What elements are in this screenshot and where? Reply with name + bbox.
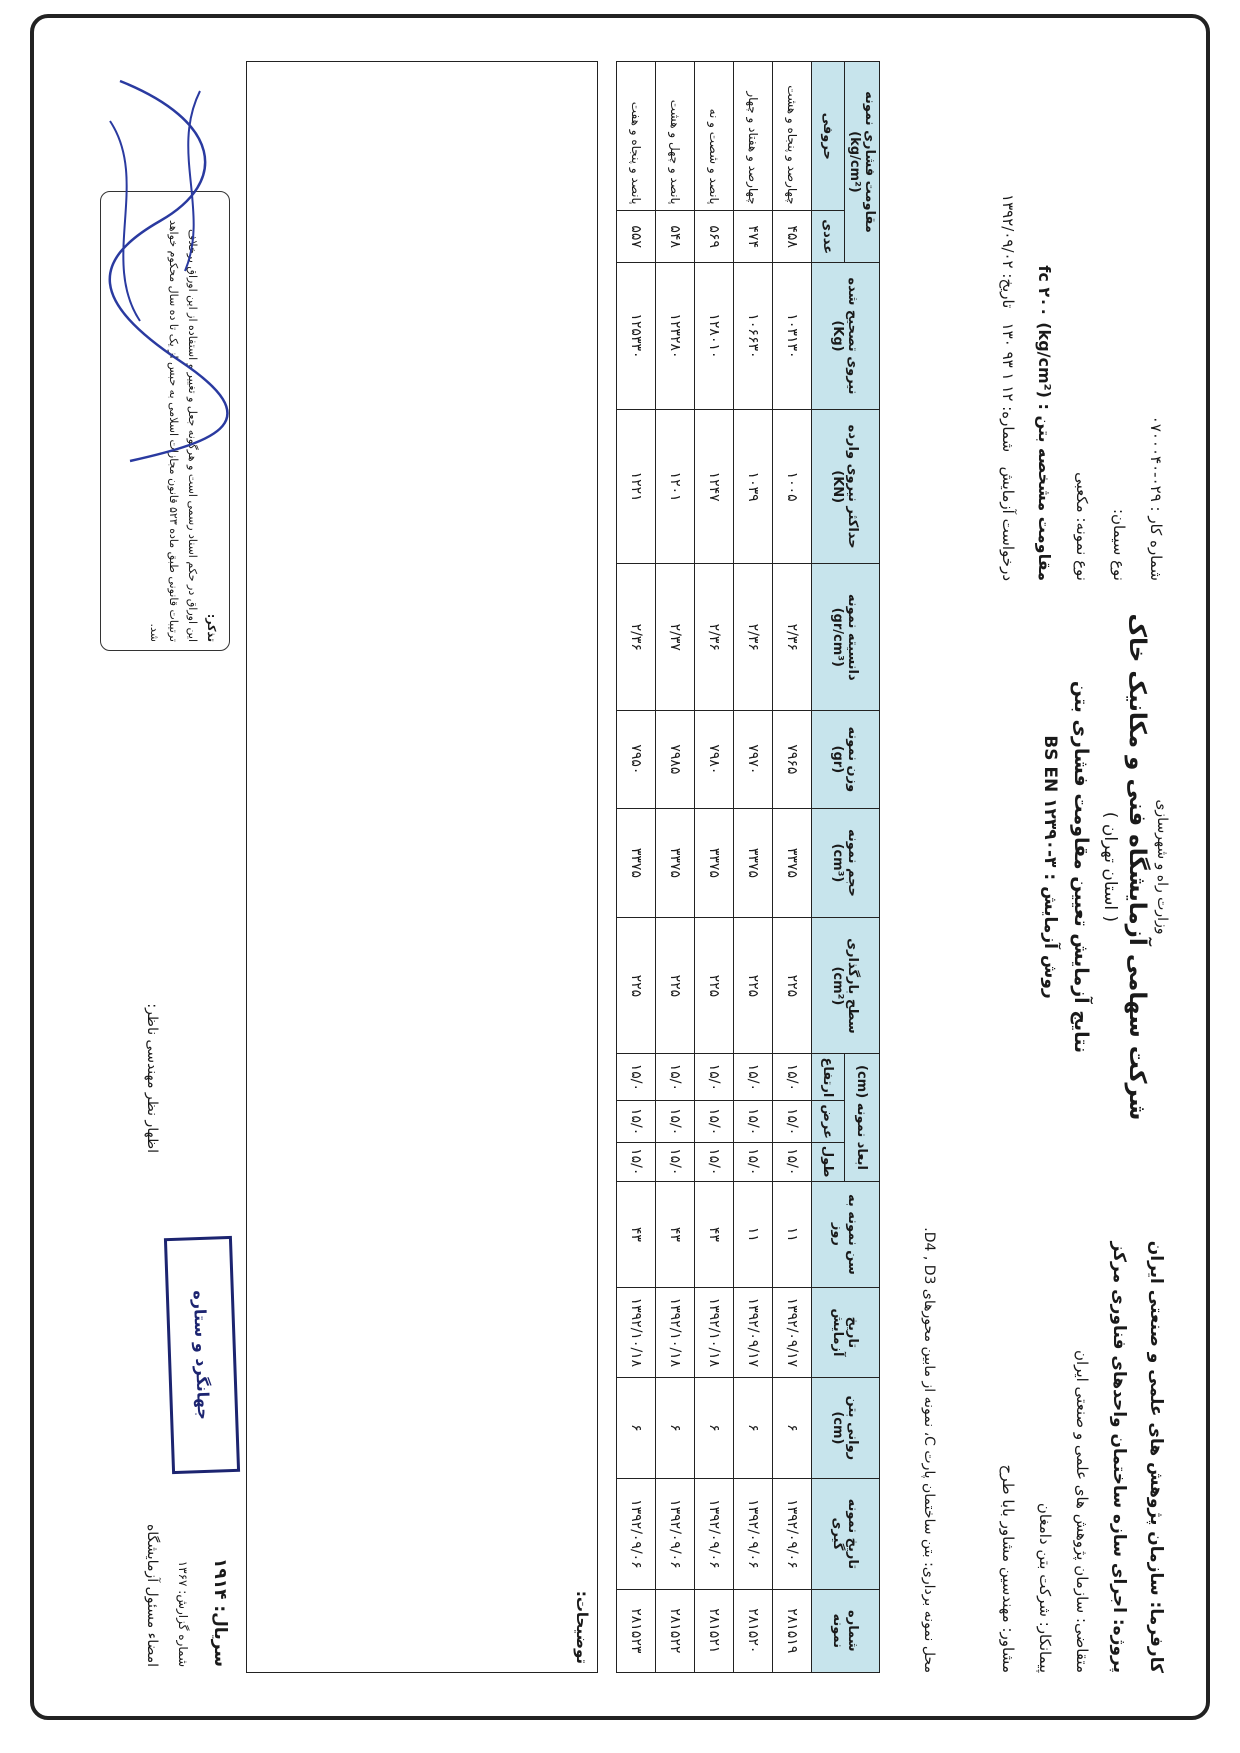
table-cell: ۶ bbox=[695, 1377, 734, 1479]
table-cell: ۱۱ bbox=[773, 1181, 812, 1288]
th-max-force: حداکثر نیروی وارده (KN) bbox=[812, 410, 880, 564]
th-density: دانسیته نمونه (gr/cm³) bbox=[812, 564, 880, 711]
table-cell: ۱۰۳۹ bbox=[734, 410, 773, 564]
table-cell: ۷۹۵۰ bbox=[617, 711, 656, 808]
table-cell: ۷۹۷۰ bbox=[734, 711, 773, 808]
th-height: ارتفاع bbox=[812, 1054, 845, 1101]
job-number: شماره کار : ۰۲۹-۰۷۰۰۰۴۰ bbox=[1147, 415, 1165, 581]
th-dimensions: ابعاد نمونه (cm) bbox=[845, 1054, 880, 1181]
table-row bbox=[617, 62, 656, 1673]
table-cell: ۲۸۱۵۲۰ bbox=[734, 1589, 773, 1672]
sampling-place: محل نمونه برداری: بتن ساختمان پارت C، نمونه از مابین محورهای D4 , D3. bbox=[921, 1227, 937, 1673]
table-cell: ۱۵/۰ bbox=[656, 1054, 695, 1101]
lab-signature-label: امضاء مسئول آزمایشگاه bbox=[144, 1523, 160, 1667]
table-body bbox=[617, 62, 812, 1673]
table-cell: ۱۰۰۵ bbox=[773, 410, 812, 564]
serial-number: سریال: ۱۹۱۴ bbox=[210, 1557, 230, 1667]
notes-box bbox=[246, 61, 598, 1673]
table-row bbox=[773, 62, 812, 1673]
request-date: ۱۳۹۲/۰۹/۰۲ bbox=[999, 194, 1017, 269]
th-sample-number: شماره نمونه bbox=[812, 1589, 880, 1672]
table-cell: ۴۳ bbox=[656, 1181, 695, 1288]
table-cell: ۱۵/۰ bbox=[773, 1054, 812, 1101]
table-cell: ۳۳۷۵ bbox=[773, 808, 812, 918]
request-number-label: شماره: bbox=[999, 406, 1017, 453]
table-cell: ۵۶۹ bbox=[695, 211, 734, 262]
th-length: طول bbox=[812, 1142, 845, 1181]
table-cell: ۷۹۶۵ bbox=[773, 711, 812, 808]
th-numeric: عددی bbox=[812, 211, 845, 262]
table-cell: ۱۳۹۲/۰۹/۰۶ bbox=[656, 1479, 695, 1589]
table-cell: ۶ bbox=[773, 1377, 812, 1479]
table-cell: ۱۲۸۰۱۰ bbox=[695, 262, 734, 409]
table-cell: ۲/۳۶ bbox=[617, 564, 656, 711]
request-label: درخواست آزمایش bbox=[999, 466, 1017, 581]
table-cell: ۷۹۸۵ bbox=[656, 711, 695, 808]
report-header bbox=[924, 47, 1174, 1687]
report-footer bbox=[70, 61, 240, 1673]
table-cell: ۱۳۹۲/۰۹/۰۶ bbox=[734, 1479, 773, 1589]
table-cell: ۲۲۵ bbox=[656, 918, 695, 1054]
table-cell: ۱۳۹۲/۰۹/۰۶ bbox=[617, 1479, 656, 1589]
table-cell: ۲/۳۶ bbox=[695, 564, 734, 711]
project-line: پروژه: اجرای سازه ساختمان واحدهای فناوری مرکز bbox=[1109, 1241, 1129, 1673]
table-cell: چهارصد و پنجاه و هشت bbox=[773, 62, 812, 211]
project-info bbox=[989, 1113, 1174, 1673]
th-weight: وزن نمونه (gr) bbox=[812, 711, 880, 808]
table-cell: ۲۸۱۵۲۳ bbox=[617, 1589, 656, 1672]
table-cell: ۴۵۸ bbox=[773, 211, 812, 262]
table-cell: ۱۳۹۲/۱۰/۱۸ bbox=[656, 1288, 695, 1377]
table-cell: ۱۲۰۱ bbox=[656, 410, 695, 564]
th-slump: روانی بتن (cm) bbox=[812, 1377, 880, 1479]
company-name: شرکت سهامی آزمایشگاه فنی و مکانیک خاک bbox=[1124, 613, 1150, 1121]
table-cell: ۱۳۹۲/۰۹/۱۷ bbox=[773, 1288, 812, 1377]
th-strength: مقاومت فشاری نمونه (kg/cm²) bbox=[845, 62, 880, 263]
employer-line: کارفرما: سازمان پژوهش های علمی و صنعتی ایران bbox=[1146, 1240, 1166, 1673]
table-cell: ۲/۳۷ bbox=[656, 564, 695, 711]
applicant-line: متقاضی: سازمان پژوهش های علمی و صنعتی ایران bbox=[1073, 1349, 1091, 1673]
table-cell: ۱۵/۰ bbox=[773, 1142, 812, 1181]
results-table bbox=[616, 61, 880, 1673]
table-cell: ۶ bbox=[656, 1377, 695, 1479]
table-cell: ۲۲۵ bbox=[695, 918, 734, 1054]
th-corrected-force: نیروی تصحیح شده (Kg) bbox=[812, 262, 880, 409]
cement-type: نوع سیمان: bbox=[1110, 508, 1128, 581]
table-cell: ۱۲۴۷ bbox=[695, 410, 734, 564]
th-area: سطح بارگذاری (cm²) bbox=[812, 918, 880, 1054]
table-cell: ۲/۳۶ bbox=[773, 564, 812, 711]
table-cell: ۲۲۵ bbox=[617, 918, 656, 1054]
table-cell: ۱۵/۰ bbox=[734, 1054, 773, 1101]
report-number: شماره گزارش: ۱۳۶۷ bbox=[176, 1560, 190, 1667]
table-cell: ۱۵/۰ bbox=[617, 1142, 656, 1181]
table-cell: ۴۳ bbox=[695, 1181, 734, 1288]
table-cell: ۱۲۲۱ bbox=[617, 410, 656, 564]
th-age: سن نمونه به روز bbox=[812, 1181, 880, 1288]
table-cell: ۳۳۷۵ bbox=[656, 808, 695, 918]
table-cell: ۲۸۱۵۲۲ bbox=[656, 1589, 695, 1672]
contractor-line: پیمانکار: شرکت بتن دامغان bbox=[1036, 1502, 1054, 1673]
table-cell: ۱۵/۰ bbox=[695, 1142, 734, 1181]
table-cell: ۱۳۹۲/۱۰/۱۸ bbox=[617, 1288, 656, 1377]
table-cell: ۳۳۷۵ bbox=[695, 808, 734, 918]
table-cell: ۱۵/۰ bbox=[656, 1142, 695, 1181]
table-cell: ۲۲۵ bbox=[734, 918, 773, 1054]
consultant-line: مشاور: مهندسین مشاور بابا طرح bbox=[999, 1464, 1017, 1673]
table-row bbox=[695, 62, 734, 1673]
table-cell: ۲۸۱۵۲۱ bbox=[695, 1589, 734, 1672]
table-cell: ۵۴۸ bbox=[656, 211, 695, 262]
table-cell: ۲۲۵ bbox=[773, 918, 812, 1054]
table-cell: ۲۸۱۵۱۹ bbox=[773, 1589, 812, 1672]
job-info bbox=[989, 61, 1174, 581]
table-cell: ۱۵/۰ bbox=[734, 1142, 773, 1181]
th-test-date: تاریخ آزمایش bbox=[812, 1288, 880, 1377]
table-cell: چهارصد و هفتاد و چهار bbox=[734, 62, 773, 211]
legal-notice bbox=[100, 191, 230, 651]
table-cell: ۴۳ bbox=[617, 1181, 656, 1288]
table-cell: ۱۳۹۲/۰۹/۰۶ bbox=[773, 1479, 812, 1589]
th-words: حروفی bbox=[812, 62, 845, 211]
table-cell: ۱۵/۰ bbox=[695, 1054, 734, 1101]
th-sampling-date: تاریخ نمونه گیری bbox=[812, 1479, 880, 1589]
table-cell: ۱۳۹۲/۰۹/۱۷ bbox=[734, 1288, 773, 1377]
table-cell: پانصد و پنجاه و هفت bbox=[617, 62, 656, 211]
table-cell: ۱۵/۰ bbox=[695, 1101, 734, 1142]
test-request bbox=[989, 61, 1026, 581]
sampling-row bbox=[882, 61, 944, 1673]
table-cell: ۶ bbox=[734, 1377, 773, 1479]
report-title: نتایج آزمایش تعیین مقاومت فشاری بتن bbox=[1070, 680, 1092, 1054]
report-sheet bbox=[60, 47, 1180, 1687]
table-cell: ۱۱ bbox=[734, 1181, 773, 1288]
notice-title: تذکر: bbox=[205, 613, 218, 642]
table-row bbox=[656, 62, 695, 1673]
province-name: ( استان تهران ) bbox=[1100, 811, 1120, 923]
notes-label: توضیحات: bbox=[573, 1590, 591, 1664]
table-cell: پانصد و چهل و هشت bbox=[656, 62, 695, 211]
table-cell: ۷۹۸۰ bbox=[695, 711, 734, 808]
table-row bbox=[734, 62, 773, 1673]
ministry-name: وزارت راه و شهرسازی bbox=[1154, 799, 1170, 935]
table-cell: ۳۳۷۵ bbox=[734, 808, 773, 918]
table-cell: ۲/۳۶ bbox=[734, 564, 773, 711]
lab-stamp: جهانگرد و ستاره bbox=[164, 1236, 240, 1474]
table-cell: ۱۵/۰ bbox=[773, 1101, 812, 1142]
table-cell: ۱۵/۰ bbox=[617, 1054, 656, 1101]
test-method: روش آزمایش : BS EN ۱۲۳۹۰-۳ bbox=[1040, 735, 1060, 999]
table-cell: ۳۳۷۵ bbox=[617, 808, 656, 918]
th-volume: حجم نمونه (cm³) bbox=[812, 808, 880, 918]
table-cell: ۶ bbox=[617, 1377, 656, 1479]
engineer-opinion-label: اظهار نظر مهندسی ناظر: bbox=[144, 1003, 160, 1153]
characteristic-strength: مقاومت مشخصه بتن : fc ۲۰۰ (kg/cm²) bbox=[1035, 265, 1054, 581]
table-cell: ۱۲۳۲۸۰ bbox=[656, 262, 695, 409]
th-width: عرض bbox=[812, 1101, 845, 1142]
table-cell: ۱۳۹۲/۰۹/۰۶ bbox=[695, 1479, 734, 1589]
table-cell: پانصد و شصت و نه bbox=[695, 62, 734, 211]
table-cell: ۱۳۹۲/۱۰/۱۸ bbox=[695, 1288, 734, 1377]
table-cell: ۵۵۷ bbox=[617, 211, 656, 262]
table-cell: ۱۵/۰ bbox=[734, 1101, 773, 1142]
lab-title-block bbox=[1040, 607, 1174, 1127]
table-cell: ۱۵/۰ bbox=[656, 1101, 695, 1142]
table-cell: ۱۰۶۶۳۰ bbox=[734, 262, 773, 409]
table-cell: ۴۷۴ bbox=[734, 211, 773, 262]
sample-type: نوع نمونه: مکعبی bbox=[1073, 472, 1091, 581]
table-cell: ۱۰۳۱۳۰ bbox=[773, 262, 812, 409]
table-group-header bbox=[845, 62, 880, 1673]
table-cell: ۱۲۵۳۳۰ bbox=[617, 262, 656, 409]
document-frame bbox=[30, 14, 1210, 1720]
notice-text: این اوراق در حکم اسناد رسمی است و هرگونه جعل و تغییر و استفاده از این اوراق برخلاف ترتیبات قانونی طبق ماده ۵۲۳ قانون مجازات اسلامی به حبس از یک تا ده سال محکوم خواهد شد. bbox=[148, 219, 199, 642]
request-date-label: تاریخ: bbox=[999, 273, 1017, 309]
request-number: ۱۲ ۱ ۹۳ ۱۳۰ bbox=[999, 322, 1017, 402]
table-cell: ۱۵/۰ bbox=[617, 1101, 656, 1142]
